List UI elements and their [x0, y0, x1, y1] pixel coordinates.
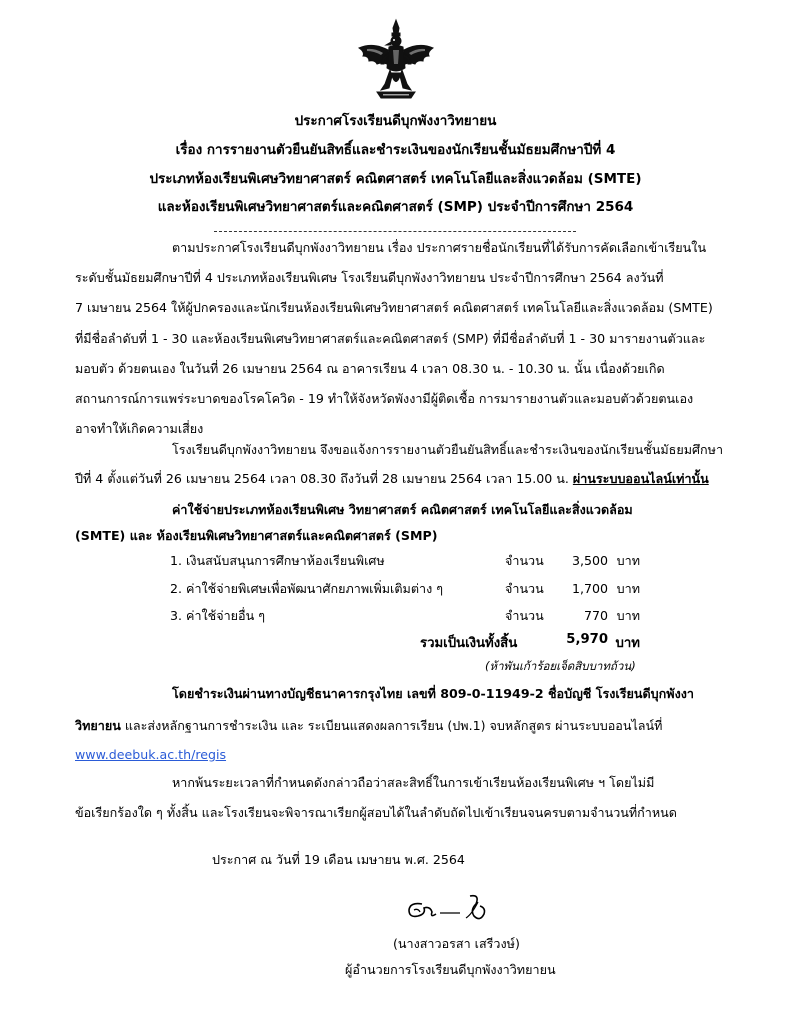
- fee-amount: 3,500: [571, 553, 608, 568]
- para1-line: ระดับชั้นมัธยมศึกษาปีที่ 4 ประเภทห้องเรียนพิเศษ โรงเรียนดีบุกพังงาวิทยายน ประจำปีการศึกษา 2564 ลงวันที่: [75, 270, 664, 285]
- header-subject: เรื่อง การรายงานตัวยืนยันสิทธิ์และชำระเงินของนักเรียนชั้นมัธยมศึกษาปีที่ 4: [175, 142, 616, 158]
- announce-date: ประกาศ ณ วันที่ 19 เดือน เมษายน พ.ศ. 2564: [212, 852, 465, 867]
- para2-dates: ปีที่ 4 ตั้งแต่วันที่ 26 เมษายน 2564 เวลา 08.30 ถึงวันที่ 28 เมษายน 2564 เวลา 15.00 น.: [75, 471, 573, 486]
- para1-line: ตามประกาศโรงเรียนดีบุกพังงาวิทยายน เรื่อง ประกาศรายชื่อนักเรียนที่ได้รับการคัดเลือกเข้าเรียนใน: [172, 240, 707, 255]
- fees-heading: ค่าใช้จ่ายประเภทห้องเรียนพิเศษ วิทยาศาสตร์ คณิตศาสตร์ เทคโนโลยีและสิ่งแวดล้อม: [172, 502, 633, 517]
- para1-line: อาจทำให้เกิดความเสี่ยง: [75, 421, 204, 436]
- para1-line: มอบตัว ด้วยตนเอง ในวันที่ 26 เมษายน 2564 ณ อาคารเรียน 4 เวลา 08.30 น. - 10.30 น. นั้น เนื่องด้วยเกิด: [75, 361, 665, 376]
- payment-account-name-end: วิทยายน: [75, 718, 121, 733]
- para2-line: โรงเรียนดีบุกพังงาวิทยายน จึงขอแจ้งการรายงานตัวยืนยันสิทธิ์และชำระเงินของนักเรียนชั้นมัธยมศึกษา: [172, 442, 724, 457]
- header-line-4: และห้องเรียนพิเศษวิทยาศาสตร์และคณิตศาสตร์ (SMP) ประจำปีการศึกษา 2564: [157, 199, 634, 215]
- total-unit: บาท: [615, 636, 640, 651]
- fee-qty-label: จำนวน: [505, 553, 544, 568]
- signer-name: (นางสาวอรสา เสรีวงษ์): [393, 936, 520, 951]
- signer-position: ผู้อำนวยการโรงเรียนดีบุกพังงาวิทยายน: [345, 962, 556, 977]
- total-in-words: (ห้าพันเก้าร้อยเจ็ดสิบบาทถ้วน): [485, 659, 636, 673]
- para1-line: สถานการณ์การแพร่ระบาดของโรคโควิด - 19 ทำให้จังหวัดพังงามีผู้ติดเชื้อ การมารายงานตัวและมอบตัวด้วยตนเอง: [75, 391, 694, 406]
- fee-qty-label: จำนวน: [505, 608, 544, 623]
- garuda-emblem: [355, 18, 437, 102]
- fees-heading-2: (SMTE) และ ห้องเรียนพิเศษวิทยาศาสตร์และคณิตศาสตร์ (SMP): [75, 528, 438, 543]
- fee-name: 2. ค่าใช้จ่ายพิเศษเพื่อพัฒนาศักยภาพเพิ่มเติมต่าง ๆ: [170, 581, 444, 596]
- para4-line: ข้อเรียกร้องใด ๆ ทั้งสิ้น และโรงเรียนจะพิจารณาเรียกผู้สอบได้ในลำดับถัดไปเข้าเรียนจนครบตามจำนวนที่กำหนด: [75, 805, 677, 820]
- fee-unit: บาท: [616, 581, 640, 596]
- fee-name: 3. ค่าใช้จ่ายอื่น ๆ: [170, 608, 265, 623]
- fee-item: [170, 578, 640, 600]
- fee-item: [170, 550, 640, 572]
- registration-link[interactable]: www.deebuk.ac.th/regis: [75, 747, 227, 762]
- fee-unit: บาท: [616, 553, 640, 568]
- fee-name: 1. เงินสนับสนุนการศึกษาห้องเรียนพิเศษ: [170, 553, 385, 568]
- para2-line: [75, 469, 709, 489]
- header-line-3: ประเภทห้องเรียนพิเศษวิทยาศาสตร์ คณิตศาสตร์ เทคโนโลยีและสิ่งแวดล้อม (SMTE): [149, 171, 642, 187]
- fee-item: [170, 605, 640, 627]
- fee-qty-label: จำนวน: [505, 581, 544, 596]
- para1-line: ที่มีชื่อลำดับที่ 1 - 30 และห้องเรียนพิเศษวิทยาศาสตร์และคณิตศาสตร์ (SMP) ที่มีชื่อลำดับที่ 1 - 30 มารายงานตัวและ: [75, 331, 706, 346]
- header-line-1: ประกาศโรงเรียนดีบุกพังงาวิทยายน: [294, 113, 497, 129]
- payment-instructions: และส่งหลักฐานการชำระเงิน และ ระเบียนแสดงผลการเรียน (ปพ.1) จบหลักสูตร ผ่านระบบออนไลน์ที่: [120, 718, 663, 733]
- fee-amount: 1,700: [571, 581, 608, 596]
- registration-link-line: [75, 745, 226, 765]
- total-amount: 5,970: [566, 632, 608, 647]
- signature-image: [400, 888, 530, 928]
- payment-account: โดยชำระเงินผ่านทางบัญชีธนาคารกรุงไทย เลขที่ 809-0-11949-2 ชื่อบัญชี โรงเรียนดีบุกพังงา: [172, 686, 694, 701]
- fee-amount: 770: [583, 608, 608, 623]
- total-label: รวมเป็นเงินทั้งสิ้น: [420, 636, 518, 651]
- dashed-separator: [214, 231, 576, 232]
- para4-line: หากพ้นระยะเวลาที่กำหนดดังกล่าวถือว่าสละสิทธิ์ในการเข้าเรียนห้องเรียนพิเศษ ฯ โดยไม่มี: [172, 775, 655, 790]
- payment-line-2: [75, 716, 662, 736]
- fee-unit: บาท: [616, 608, 640, 623]
- para1-line: 7 เมษายน 2564 ให้ผู้ปกครองและนักเรียนห้องเรียนพิเศษวิทยาศาสตร์ คณิตศาสตร์ เทคโนโลยีและสิ่งแวดล้อม (SMTE): [75, 300, 713, 315]
- online-only-notice: ผ่านระบบออนไลน์เท่านั้น: [572, 471, 709, 486]
